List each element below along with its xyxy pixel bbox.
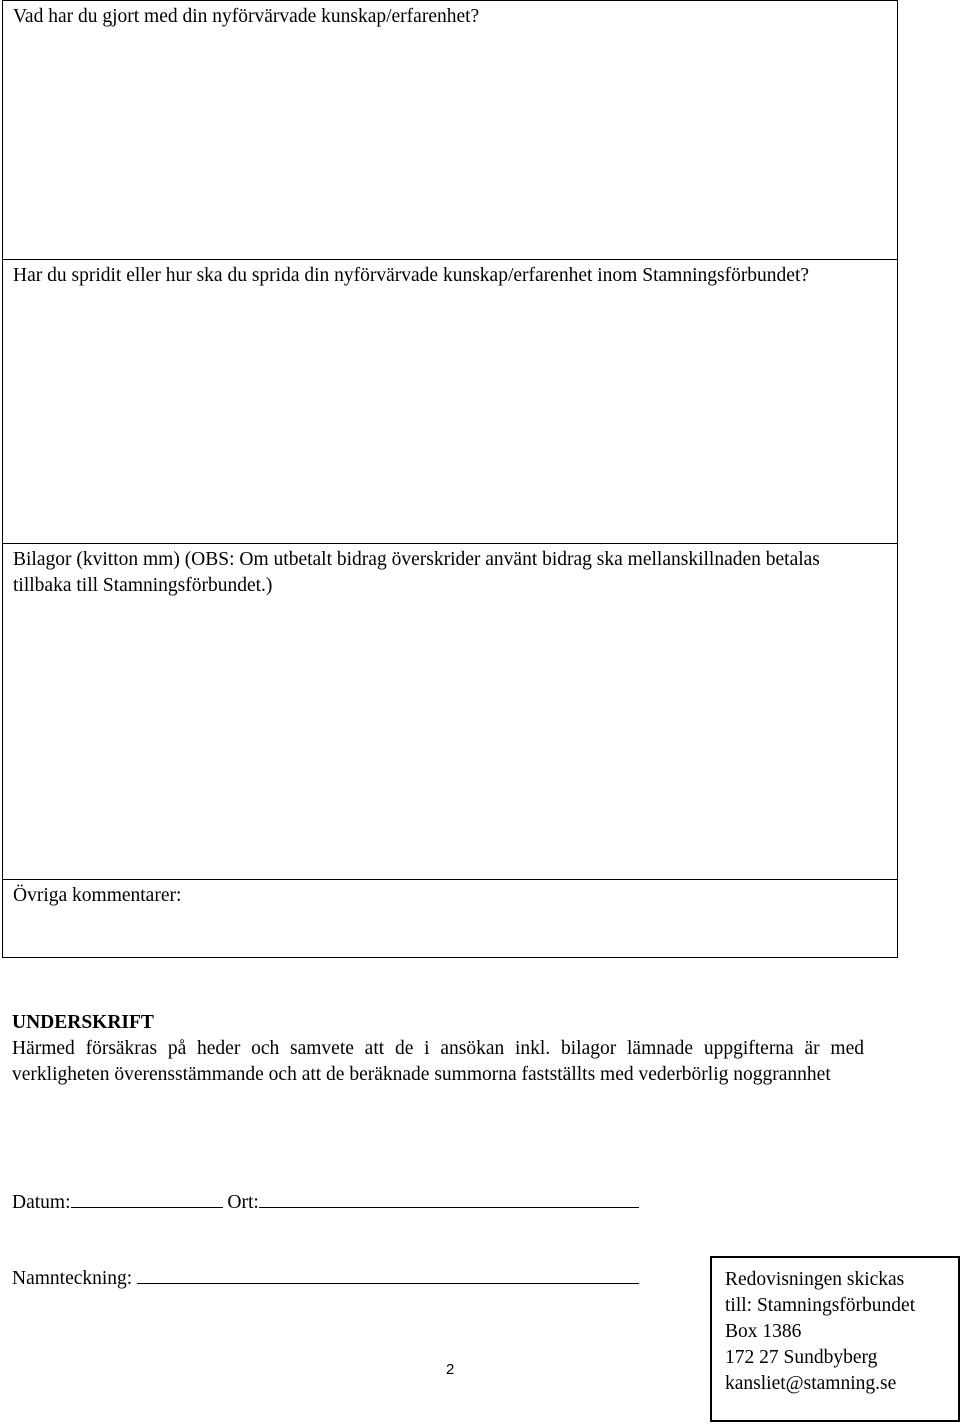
question-attachments: Bilagor (kvitton mm) (OBS: Om utbetalt bidrag överskrider använt bidrag ska mellanskillnaden betalas tillbaka till Stamningsförbundet.) [13, 549, 820, 596]
answer-box-comments[interactable] [2, 879, 898, 958]
question-knowledge-spread: Har du spridit eller hur ska du sprida din nyförvärvade kunskap/erfarenhet inom Stamningsförbundet? [13, 265, 810, 286]
address-line: Box 1386 [725, 1321, 802, 1342]
answer-box-attachments[interactable] [2, 543, 898, 880]
question-knowledge-use: Vad har du gjort med din nyförvärvade kunskap/erfarenhet? [13, 6, 480, 27]
name-label: Namnteckning: [12, 1268, 133, 1289]
signature-heading: UNDERSKRIFT [12, 1012, 154, 1033]
address-line: Redovisningen skickas [725, 1269, 905, 1290]
place-label: Ort: [227, 1192, 259, 1213]
name-signature-row [12, 1268, 639, 1290]
mailing-address-box [710, 1256, 960, 1422]
signature-declaration: Härmed försäkras på heder och samvete att de i ansökan inkl. bilagor lämnade uppgifterna är med verkligheten överensstämmande och att de beräknade summorna fastställts med vederbörlig noggrannhet [12, 1038, 864, 1085]
question-comments: Övriga kommentarer: [13, 885, 182, 906]
signature-field[interactable] [137, 1282, 639, 1284]
answer-box-knowledge-spread[interactable] [2, 259, 898, 544]
page-number: 2 [446, 1361, 455, 1378]
date-field[interactable] [71, 1206, 223, 1208]
date-label: Datum: [12, 1192, 71, 1213]
address-line: till: Stamningsförbundet [725, 1295, 916, 1316]
place-field[interactable] [259, 1206, 639, 1208]
date-place-row [12, 1192, 639, 1214]
answer-box-knowledge-use[interactable] [2, 0, 898, 260]
address-line: 172 27 Sundbyberg [725, 1347, 878, 1368]
address-email: kansliet@stamning.se [725, 1373, 897, 1394]
